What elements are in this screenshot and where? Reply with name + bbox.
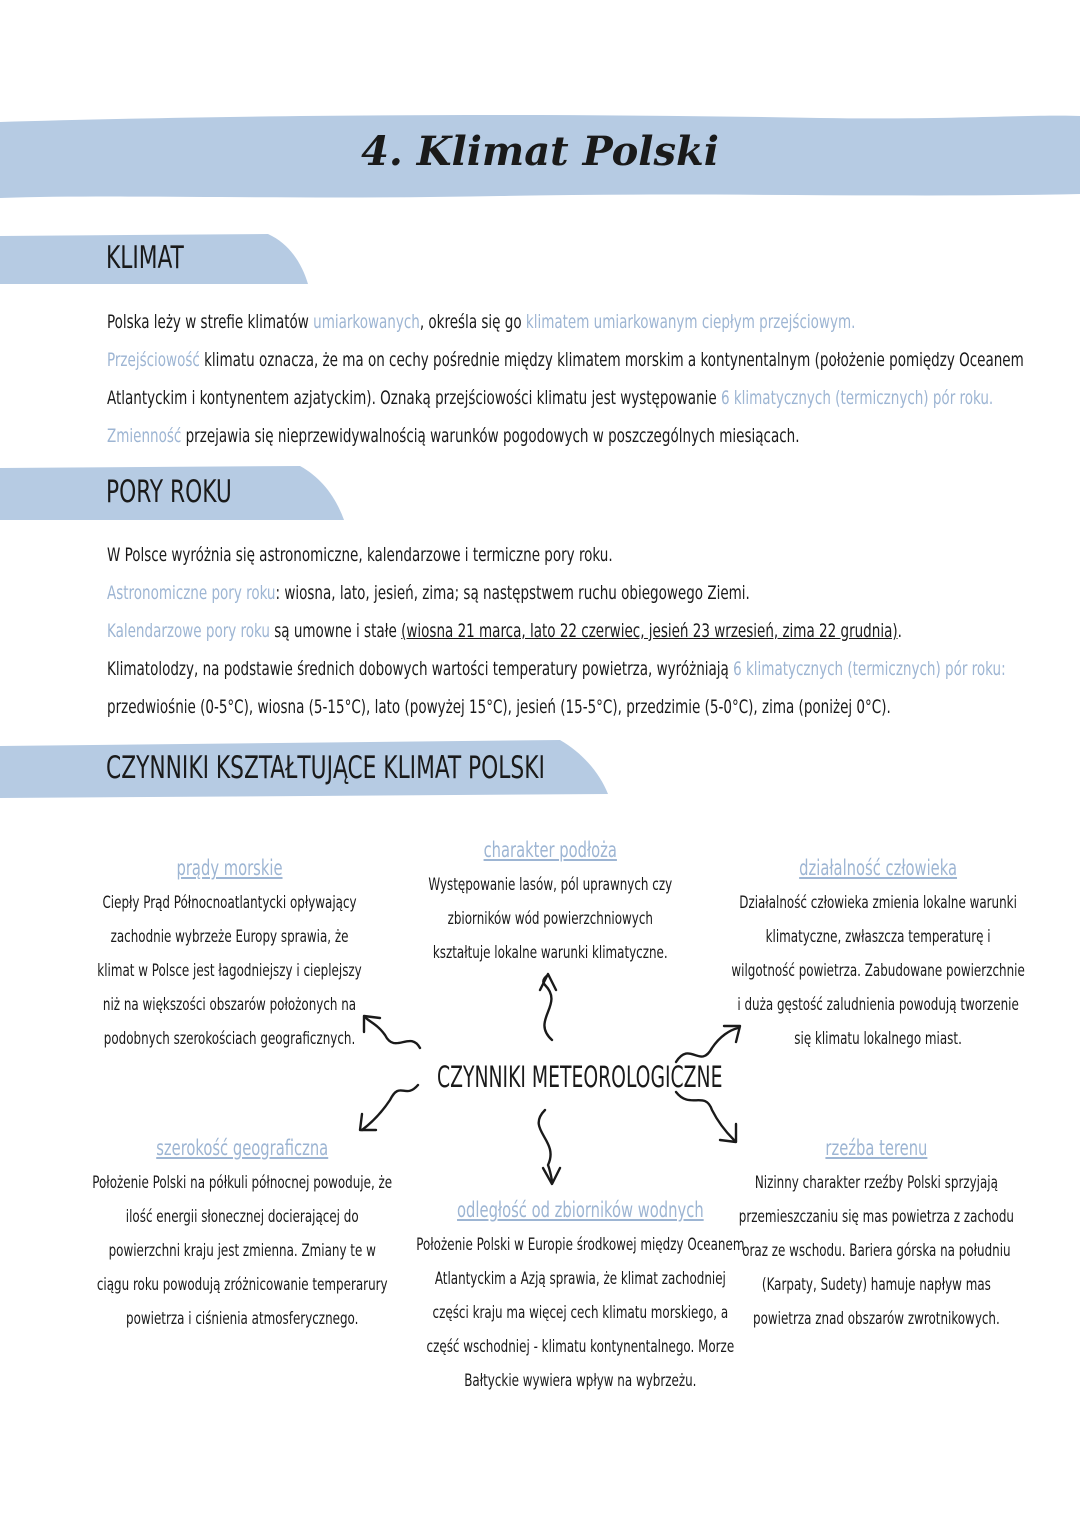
box-rzezba-terenu: rzeźba terenu Nizinny charakter rzeźby Polski sprzyjają przemieszczaniu się mas powietrza z zachodu oraz ze wschodu. Bariera górska na południu (Karpaty, Sudety) hamuje napływ mas powietrza znad obszarów zwrotnikowych.	[738, 1136, 1015, 1329]
pory-line-1: W Polsce wyróżnia się astronomiczne, kalendarzowe i termiczne pory roku.	[107, 544, 613, 566]
arrow-to-prady	[366, 1018, 420, 1048]
klimat-line-2: Przejściowość klimatu oznacza, że ma on cechy pośrednie między klimatem morskim a kontynentalnym (położenie pomiędzy Oceanem	[107, 349, 1024, 371]
klimat-line-3: Atlantyckim i kontynentem azjatyckim). Oznaką przejściowości klimatu jest występowanie 6 klimatycznych (termicznych) pór roku.	[107, 387, 994, 409]
arrow-to-szerokosc	[362, 1085, 418, 1130]
klimat-heading: KLIMAT	[106, 240, 184, 276]
czynniki-heading: CZYNNIKI KSZTAŁTUJĄCE KLIMAT POLSKI	[106, 750, 545, 786]
pory-line-5: przedwiośnie (0-5°C), wiosna (5-15°C), lato (powyżej 15°C), jesień (15-5°C), przedzimie (5-0°C), zima (poniżej 0°C).	[107, 696, 891, 718]
center-label: CZYNNIKI METEOROLOGICZNE	[437, 1060, 723, 1094]
box-prady-morskie: prądy morskie Ciepły Prąd Północnoatlantycki opływający zachodnie wybrzeże Europy sprawia, że klimat w Polsce jest łagodniejszy i cieplejszy niż na większości obszarów położonych na podobnych szerokościach geograficznych.	[97, 856, 362, 1049]
box-dzialalnosc-czlowieka: działalność człowieka Działalność człowieka zmienia lokalne warunki klimatyczne, zwłaszcza temperaturę i wilgotność powietrza. Zabudowane powierzchnie i duża gęstość zaludnienia powodują tworzenie się klimatu lokalnego miast.	[731, 856, 1025, 1049]
box-charakter-podloza: charakter podłoża Występowanie lasów, pól uprawnych czy zbiorników wód powierzchniowych kształtuje lokalne warunki klimatyczne.	[428, 838, 672, 963]
pory-line-4: Klimatolodzy, na podstawie średnich dobowych wartości temperatury powietrza, wyróżniają 6 klimatycznych (termicznych) pór roku:	[107, 658, 1006, 680]
pory-line-2: Astronomiczne pory roku: wiosna, lato, jesień, zima; są następstwem ruchu obiegowego Ziemi.	[107, 582, 750, 604]
box-odleglosc-od-zbiornikow: odległość od zbiorników wodnych Położenie Polski w Europie środkowej między Oceanem Atlantyckim a Azją sprawia, że klimat zachodniej części kraju ma więcej cech klimatu morskiego, a część wschodniej - klimatu kontynentalnego. Morze Bałtyckie wywiera wpływ na wybrzeżu.	[416, 1198, 745, 1391]
klimat-line-4: Zmienność przejawia się nieprzewidywalnością warunków pogodowych w poszczególnych miesiącach.	[107, 425, 800, 447]
pory-heading: PORY ROKU	[106, 474, 232, 510]
arrow-to-czlowiek	[676, 1028, 738, 1062]
arrow-to-podloze	[543, 975, 552, 1040]
klimat-line-1: Polska leży w strefie klimatów umiarkowanych, określa się go klimatem umiarkowanym ciepłym przejściowym.	[107, 311, 856, 333]
arrow-to-rzezba	[676, 1092, 734, 1140]
page-title: 4. Klimat Polski	[361, 128, 719, 175]
pory-line-3: Kalendarzowe pory roku są umowne i stałe (wiosna 21 marca, lato 22 czerwiec, jesień 23 wrzesień, zima 22 grudnia).	[107, 620, 902, 642]
box-szerokosc-geograficzna: szerokość geograficzna Położenie Polski na półkuli północnej powoduje, że ilość energii słonecznej docierającej do powierzchni kraju jest zmienna. Zmiany te w ciągu roku powodują zróżnicowanie temperarury powietrza i ciśnienia atmosferycznego.	[92, 1136, 393, 1329]
